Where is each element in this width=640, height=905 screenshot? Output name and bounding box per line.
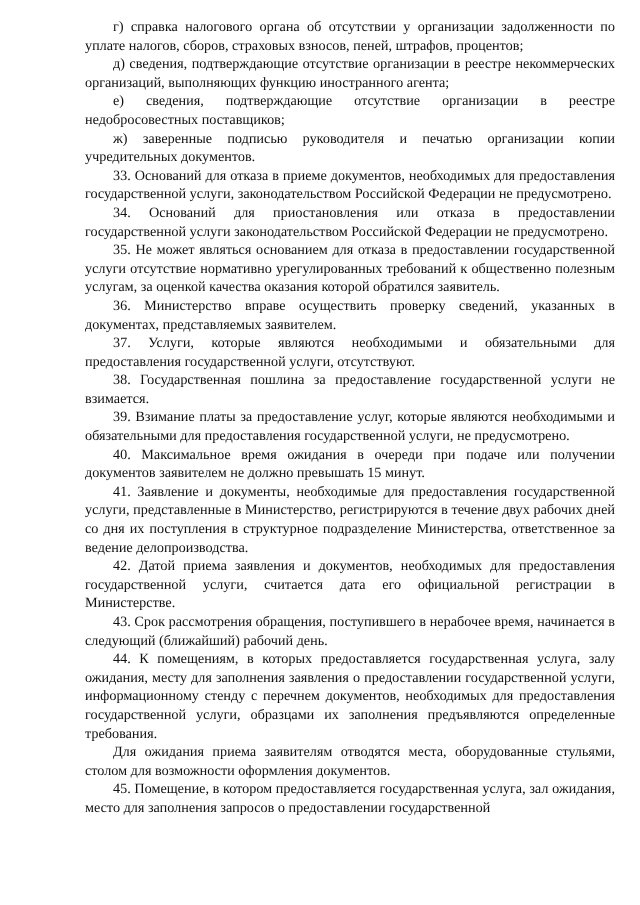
paragraph-g-tax-certificate: г) справка налогового органа об отсутствии у организации задолженности по уплате налогов, сборов, страховых взносов, пеней, штрафов, процентов; [85,19,615,54]
paragraph-36: 36. Министерство вправе осуществить проверку сведений, указанных в документах, представляемых заявителем. [85,297,615,333]
paragraph-33: 33. Оснований для отказа в приеме документов, необходимых для предоставления государственной услуги, законодательством Российской Федерации не предусмотрено. [85,167,615,203]
paragraph-34: 34. Оснований для приостановления или отказа в предоставлении государственной услуги законодательством Российской Федерации не предусмотрено. [85,204,615,240]
paragraph-42: 42. Датой приема заявления и документов, необходимых для предоставления государственной услуги, считается дата его официальной регистрации в Министерстве. [85,558,615,612]
paragraph-d-foreign-agent: д) сведения, подтверждающие отсутствие организации в реестре некоммерческих организаций, выполняющих функцию иностранного агента; [85,56,615,91]
paragraph-zh-charter-copies: ж) заверенные подписью руководителя и печатью организации копии учредительных документов. [85,130,615,166]
paragraph-41: 41. Заявление и документы, необходимые для предоставления государственной услуги, представленные в Министерство, регистрируются в течение двух рабочих дней со дня их поступления в структурное подразделение Министерства, ответственное за ведение делопроизводства. [85,483,615,556]
paragraph-40: 40. Максимальное время ожидания в очереди при подаче или получении документов заявителем не должно превышать 15 минут. [85,446,615,482]
paragraph-45: 45. Помещение, в котором предоставляется государственная услуга, зал ожидания, место для заполнения запросов о предоставлении государственной [85,781,615,816]
paragraph-44-waiting-places: Для ожидания приема заявителям отводятся места, оборудованные стульями, столом для возможности оформления документов. [85,744,615,779]
paragraph-35: 35. Не может являться основанием для отказа в предоставлении государственной услуги отсутствие нормативно урегулированных требований к общественно полезным услугам, за оценкой качества оказания которой обратился заявитель. [85,242,615,296]
paragraph-38: 38. Государственная пошлина за предоставление государственной услуги не взимается. [85,372,615,407]
paragraph-e-unfair-suppliers: е) сведения, подтверждающие отсутствие организации в реестре недобросовестных поставщиков; [85,93,615,128]
paragraph-43: 43. Срок рассмотрения обращения, поступившего в нерабочее время, начинается в следующий (ближайший) рабочий день. [85,614,615,649]
document-page [85,18,615,818]
paragraph-44: 44. К помещениям, в которых предоставляется государственная услуга, залу ожидания, месту для заполнения заявления о предоставлении государственной услуги, информационному стенду с перечнем документов, необходимых для предоставления государственной услуги, образцами их заполнения предъявляются определенные требования. [85,651,615,742]
paragraph-39: 39. Взимание платы за предоставление услуг, которые являются необходимыми и обязательными для предоставления государственной услуги, не предусмотрено. [85,409,615,445]
paragraph-37: 37. Услуги, которые являются необходимыми и обязательными для предоставления государственной услуги, отсутствуют. [85,335,615,370]
